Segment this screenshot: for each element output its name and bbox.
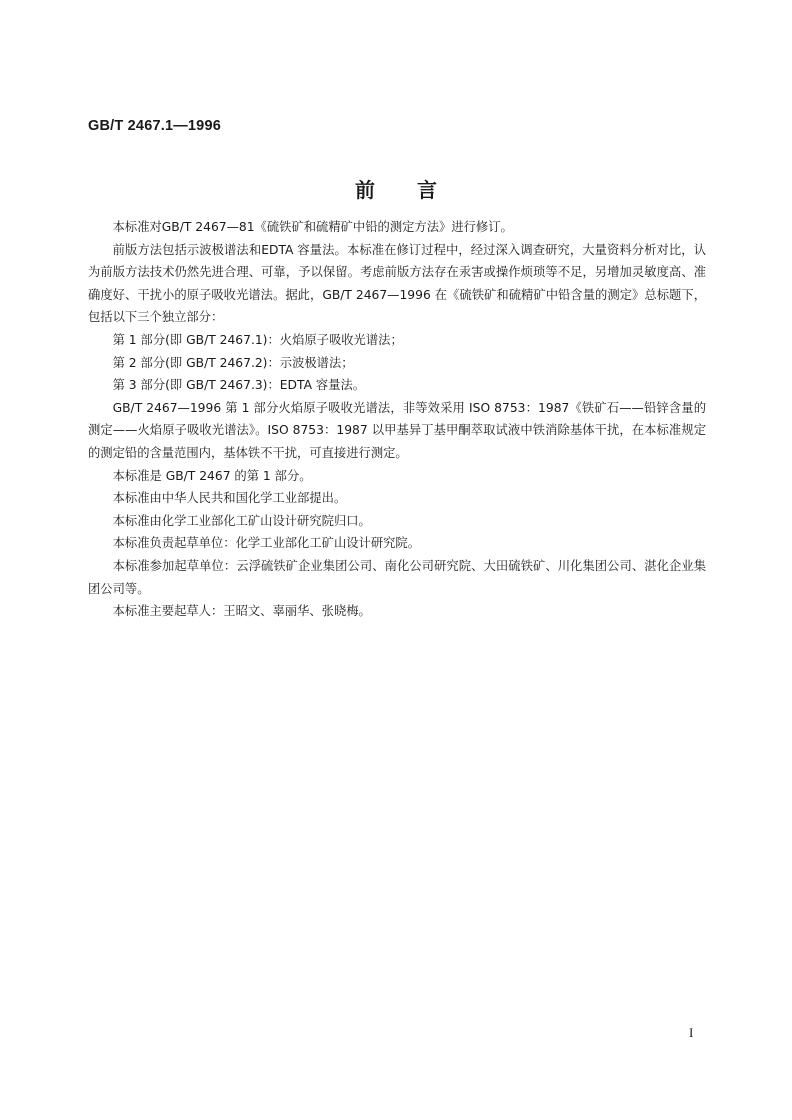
paragraph-responsible-drafter: 本标准负责起草单位：化学工业部化工矿山设计研究院。 bbox=[112, 536, 421, 551]
paragraph-proposer: 本标准由中华人民共和国化学工业部提出。 bbox=[112, 491, 347, 506]
paragraph-main-drafters: 本标准主要起草人：王昭文、辜丽华、张晓梅。 bbox=[112, 604, 371, 619]
foreword-body bbox=[88, 216, 706, 623]
paragraph-part-2: 第 2 部分(即 GB/T 2467.2)：示波极谱法； bbox=[112, 355, 354, 370]
paragraph-iso-reference: GB/T 2467—1996 第 1 部分火焰原子吸收光谱法，非等效采用 ISO 8753：1987《铁矿石——铅锌含量的测定——火焰原子吸收光谱法》。ISO 8753：1987 以甲基异丁基甲酮萃取试液中铁消除基体干扰，在本标准规定的测定铅的含量范围内，基体铁不干扰，可直接进行测定。 bbox=[88, 400, 706, 460]
paragraph-participating-drafters: 本标准参加起草单位：云浮硫铁矿企业集团公司、南化公司研究院、大田硫铁矿、川化集团公司、湛化企业集团公司等。 bbox=[88, 558, 706, 596]
paragraph-revision: 本标准对GB/T 2467—81《硫铁矿和硫精矿中铅的测定方法》进行修订。 bbox=[112, 220, 513, 234]
page-title: 前言 bbox=[355, 178, 479, 202]
paragraph-part-1: 第 1 部分(即 GB/T 2467.1)：火焰原子吸收光谱法； bbox=[112, 332, 403, 347]
paragraph-part-3: 第 3 部分(即 GB/T 2467.3)：EDTA 容量法。 bbox=[112, 378, 366, 393]
paragraph-centralized: 本标准由化学工业部化工矿山设计研究院归口。 bbox=[112, 513, 371, 528]
paragraph-methods: 前版方法包括示波极谱法和EDTA 容量法。本标准在修订过程中，经过深入调查研究，大量资料分析对比，认为前版方法技术仍然先进合理、可靠，予以保留。考虑前版方法存在汞害或操作烦琐等不足，另增加灵敏度高、准确度好、干扰小的原子吸收光谱法。据此，GB/T 2467—1996 在《硫铁矿和硫精矿中铅含量的测定》总标题下，包括以下三个独立部分： bbox=[88, 242, 706, 325]
page-number: I bbox=[689, 1025, 694, 1040]
paragraph-part-statement: 本标准是 GB/T 2467 的第 1 部分。 bbox=[112, 468, 312, 483]
standard-code: GB/T 2467.1—1996 bbox=[88, 118, 221, 134]
